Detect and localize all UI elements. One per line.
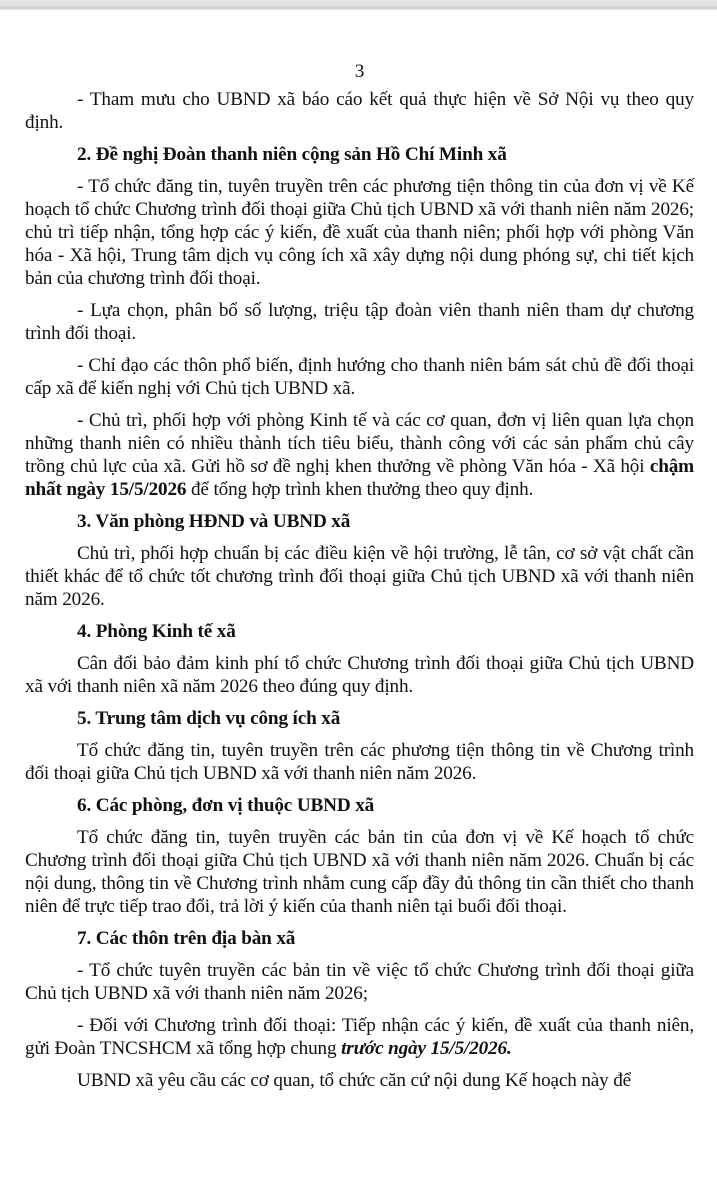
paragraph: - Tham mưu cho UBND xã báo cáo kết quả thực hiện về Sở Nội vụ theo quy định. [25,89,694,133]
paragraph: - Tổ chức tuyên truyền các bản tin về việc tổ chức Chương trình đối thoại giữa Chủ tịch UBND xã với thanh niên năm 2026; [25,960,694,1004]
section-heading: 3. Văn phòng HĐND và UBND xã [77,511,351,532]
document-page [25,60,694,1092]
paragraph: Chủ trì, phối hợp chuẩn bị các điều kiện về hội trường, lễ tân, cơ sở vật chất cần thiết khác để tổ chức tốt chương trình đối thoại giữa Chủ tịch UBND xã với thanh niên năm 2026. [25,543,694,610]
paragraph: - Chỉ đạo các thôn phổ biến, định hướng cho thanh niên bám sát chủ đề đối thoại cấp xã để kiến nghị với Chủ tịch UBND xã. [25,355,694,399]
section-heading: 5. Trung tâm dịch vụ công ích xã [77,708,341,729]
paragraph [25,409,694,501]
paragraph: - Lựa chọn, phân bổ số lượng, triệu tập đoàn viên thanh niên tham dự chương trình đối thoại. [25,300,694,344]
text: - Chủ trì, phối hợp với phòng Kinh tế và các cơ quan, đơn vị liên quan lựa chọn những thanh niên có nhiều thành tích tiêu biểu, thành công với các sản phẩm chủ cây trồng chủ lực của xã. Gửi hồ sơ đề nghị khen thưởng về phòng Văn hóa - Xã hội [25,410,694,477]
section-heading: 2. Đề nghị Đoàn thanh niên cộng sản Hồ Chí Minh xã [77,144,507,165]
text: - Đối với Chương trình đối thoại: Tiếp nhận các ý kiến, đề xuất của thanh niên, gửi Đoàn TNCSHCM xã tổng hợp chung [25,1015,694,1059]
page-number: 3 [354,61,365,82]
section-heading: 4. Phòng Kinh tế xã [77,621,236,642]
paragraph: - Tổ chức đăng tin, tuyên truyền trên các phương tiện thông tin của đơn vị về Kế hoạch tổ chức Chương trình đối thoại giữa Chủ tịch UBND xã với thanh niên năm 2026; chủ trì tiếp nhận, tổng hợp các ý kiến, đề xuất của thanh niên; phối hợp với phòng Văn hóa - Xã hội, Trung tâm dịch vụ công ích xã xây dựng nội dung phóng sự, chi tiết kịch bản của chương trình đối thoại. [25,176,694,289]
text: để tổng hợp trình khen thưởng theo quy định. [186,479,534,500]
paragraph: Cân đối bảo đảm kinh phí tổ chức Chương trình đối thoại giữa Chủ tịch UBND xã với thanh niên xã năm 2026 theo đúng quy định. [25,653,694,697]
deadline-bold: chậm nhất ngày 15/5/2026 [25,456,694,500]
section-heading: 7. Các thôn trên địa bàn xã [77,928,296,949]
paragraph [25,1014,694,1060]
closing-paragraph: UBND xã yêu cầu các cơ quan, tổ chức căn cứ nội dung Kế hoạch này để [77,1070,632,1091]
section-heading: 6. Các phòng, đơn vị thuộc UBND xã [77,795,375,816]
deadline-bold-italic: trước ngày 15/5/2026. [341,1038,512,1059]
paragraph: Tổ chức đăng tin, tuyên truyền các bản tin của đơn vị về Kế hoạch tổ chức Chương trình đối thoại giữa Chủ tịch UBND xã với thanh niên năm 2026. Chuẩn bị các nội dung, thông tin về Chương trình nhằm cung cấp đầy đủ thông tin cần thiết cho thanh niên để trực tiếp trao đổi, trả lời ý kiến của thanh niên tại buổi đối thoại. [25,827,694,917]
paragraph: Tổ chức đăng tin, tuyên truyền trên các phương tiện thông tin về Chương trình đối thoại giữa Chủ tịch UBND xã với thanh niên năm 2026. [25,740,694,784]
viewer-top-bar [0,0,717,10]
